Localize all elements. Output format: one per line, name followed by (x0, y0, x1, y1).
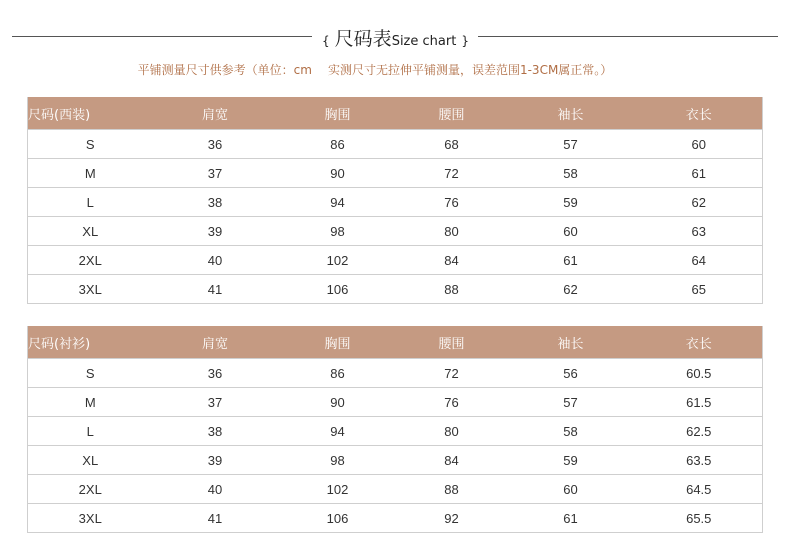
cell-size: 2XL (28, 475, 153, 504)
cell-length: 62 (636, 188, 763, 217)
cell-shoulder: 39 (153, 446, 278, 475)
cell-waist: 76 (398, 188, 506, 217)
title-chinese: 尺码表 (334, 28, 392, 50)
table-row (28, 130, 763, 159)
shirt-size-table (27, 326, 763, 533)
cell-length: 60 (636, 130, 763, 159)
cell-chest: 94 (278, 417, 398, 446)
cell-length: 64.5 (636, 475, 763, 504)
cell-chest: 102 (278, 246, 398, 275)
cell-length: 61 (636, 159, 763, 188)
cell-waist: 84 (398, 246, 506, 275)
cell-sleeve: 62 (506, 275, 636, 304)
table-header-row (28, 97, 763, 130)
cell-shoulder: 36 (153, 359, 278, 388)
cell-chest: 106 (278, 504, 398, 533)
cell-length: 64 (636, 246, 763, 275)
cell-waist: 80 (398, 217, 506, 246)
table-header-row (28, 326, 763, 359)
header-size-suit: 尺码(西装) (28, 97, 153, 130)
cell-size: 3XL (28, 275, 153, 304)
cell-shoulder: 39 (153, 217, 278, 246)
cell-chest: 90 (278, 159, 398, 188)
title-row (0, 22, 790, 52)
cell-shoulder: 36 (153, 130, 278, 159)
title-brace-open: { (321, 34, 330, 48)
header-sleeve: 袖长 (506, 97, 636, 130)
title-english: Size chart (391, 34, 457, 49)
table-row (28, 188, 763, 217)
cell-sleeve: 57 (506, 130, 636, 159)
table-row (28, 417, 763, 446)
cell-size: XL (28, 446, 153, 475)
cell-size: M (28, 388, 153, 417)
table-row (28, 388, 763, 417)
cell-length: 60.5 (636, 359, 763, 388)
table-row (28, 159, 763, 188)
header-length: 衣长 (636, 97, 763, 130)
cell-waist: 92 (398, 504, 506, 533)
table-row (28, 217, 763, 246)
title-brace-close: } (461, 34, 470, 48)
measurement-note (0, 61, 750, 78)
cell-shoulder: 40 (153, 475, 278, 504)
header-chest: 胸围 (278, 97, 398, 130)
table-row (28, 504, 763, 533)
cell-sleeve: 60 (506, 475, 636, 504)
cell-waist: 80 (398, 417, 506, 446)
cell-chest: 106 (278, 275, 398, 304)
cell-size: 2XL (28, 246, 153, 275)
cell-size: S (28, 130, 153, 159)
cell-sleeve: 61 (506, 504, 636, 533)
cell-length: 63.5 (636, 446, 763, 475)
measurement-note-unit: 平铺测量尺寸供参考（单位：cm (137, 63, 312, 77)
header-waist: 腰围 (398, 326, 506, 359)
header-shoulder: 肩宽 (153, 97, 278, 130)
cell-shoulder: 37 (153, 388, 278, 417)
table-row (28, 446, 763, 475)
title-divider-left (12, 36, 312, 37)
header-size-shirt: 尺码(衬衫) (28, 326, 153, 359)
cell-sleeve: 60 (506, 217, 636, 246)
table-row (28, 475, 763, 504)
cell-waist: 84 (398, 446, 506, 475)
table-row (28, 246, 763, 275)
cell-waist: 88 (398, 275, 506, 304)
cell-chest: 90 (278, 388, 398, 417)
header-chest: 胸围 (278, 326, 398, 359)
cell-length: 63 (636, 217, 763, 246)
header-shoulder: 肩宽 (153, 326, 278, 359)
page-title (318, 24, 473, 51)
header-sleeve: 袖长 (506, 326, 636, 359)
cell-size: XL (28, 217, 153, 246)
cell-sleeve: 61 (506, 246, 636, 275)
cell-shoulder: 37 (153, 159, 278, 188)
cell-shoulder: 38 (153, 188, 278, 217)
cell-waist: 88 (398, 475, 506, 504)
cell-size: S (28, 359, 153, 388)
cell-length: 61.5 (636, 388, 763, 417)
cell-chest: 102 (278, 475, 398, 504)
cell-waist: 72 (398, 159, 506, 188)
cell-chest: 86 (278, 359, 398, 388)
header-length: 衣长 (636, 326, 763, 359)
cell-shoulder: 40 (153, 246, 278, 275)
measurement-note-tolerance: 实测尺寸无拉伸平铺测量，误差范围1-3CM属正常。） (327, 63, 613, 77)
cell-size: L (28, 417, 153, 446)
title-divider-right (478, 36, 778, 37)
cell-waist: 76 (398, 388, 506, 417)
cell-length: 65.5 (636, 504, 763, 533)
cell-waist: 68 (398, 130, 506, 159)
cell-shoulder: 41 (153, 275, 278, 304)
cell-sleeve: 59 (506, 188, 636, 217)
cell-chest: 86 (278, 130, 398, 159)
cell-sleeve: 58 (506, 159, 636, 188)
cell-chest: 94 (278, 188, 398, 217)
cell-shoulder: 41 (153, 504, 278, 533)
cell-waist: 72 (398, 359, 506, 388)
table-row (28, 359, 763, 388)
cell-size: L (28, 188, 153, 217)
cell-chest: 98 (278, 217, 398, 246)
cell-chest: 98 (278, 446, 398, 475)
cell-sleeve: 59 (506, 446, 636, 475)
suit-size-table (27, 97, 763, 304)
cell-size: 3XL (28, 504, 153, 533)
header-waist: 腰围 (398, 97, 506, 130)
cell-length: 65 (636, 275, 763, 304)
cell-size: M (28, 159, 153, 188)
cell-sleeve: 58 (506, 417, 636, 446)
cell-length: 62.5 (636, 417, 763, 446)
cell-shoulder: 38 (153, 417, 278, 446)
table-row (28, 275, 763, 304)
cell-sleeve: 57 (506, 388, 636, 417)
cell-sleeve: 56 (506, 359, 636, 388)
